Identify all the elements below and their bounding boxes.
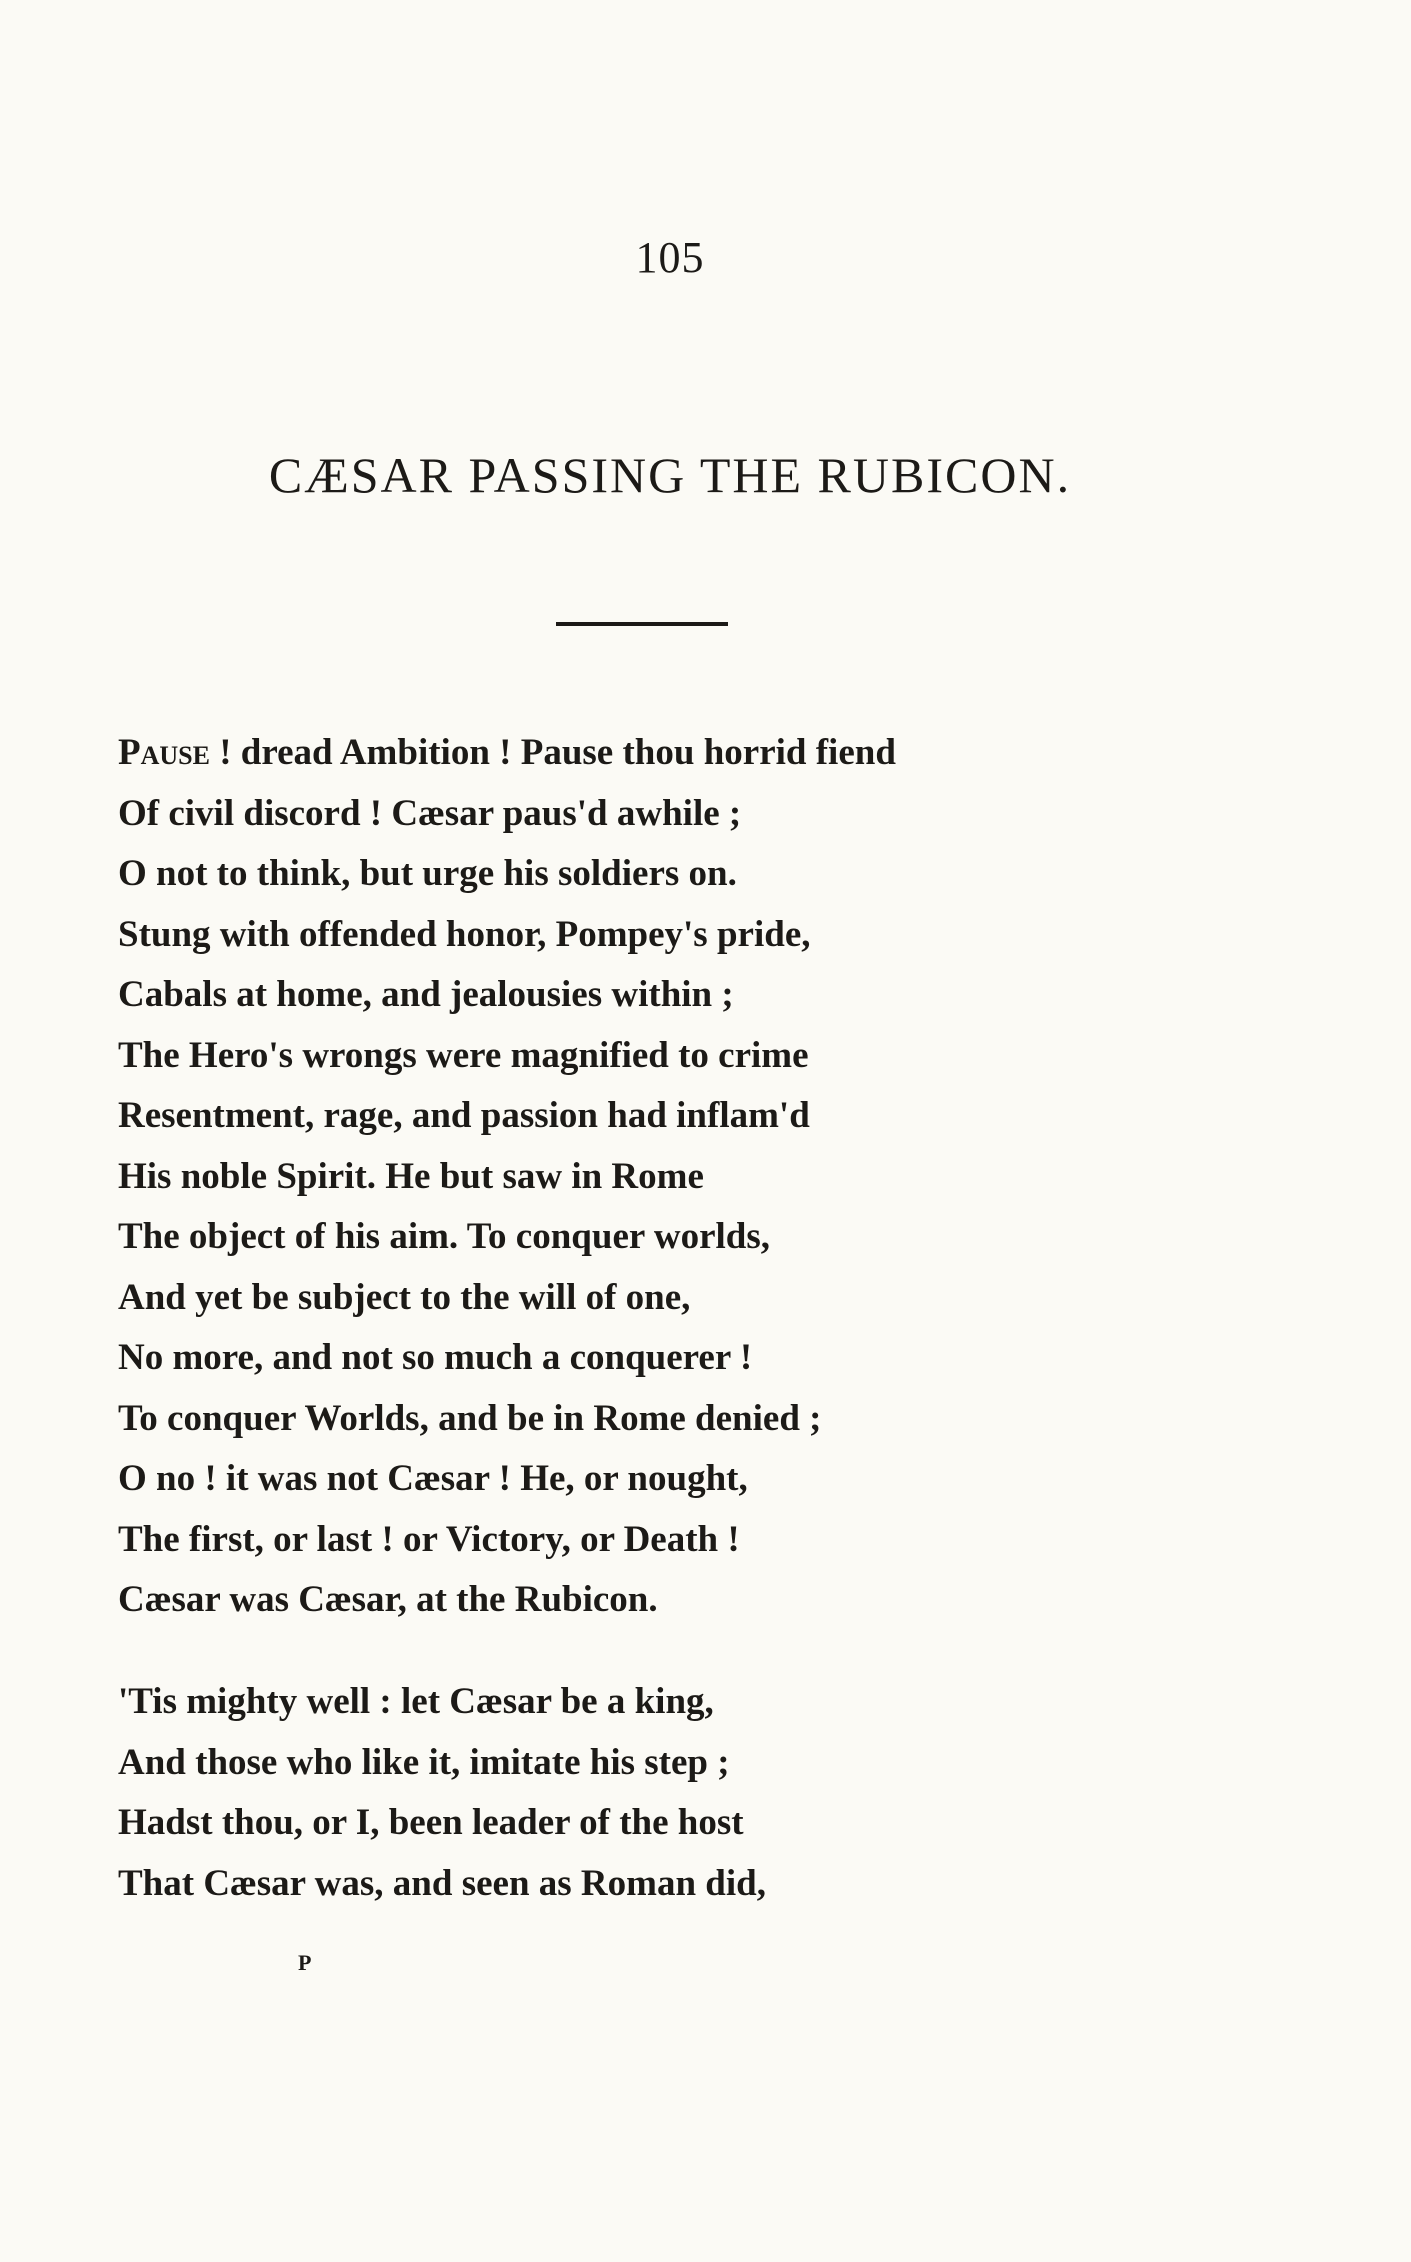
poem-line: Of civil discord ! Cæsar paus'd awhile ; [118, 792, 742, 834]
poem-line-1 [118, 723, 896, 784]
signature-mark: P [298, 1950, 312, 1975]
stanza-2 [118, 1672, 766, 1914]
poem-line: Cabals at home, and jealousies within ; [118, 974, 734, 1015]
poem-line: O not to think, but urge his soldiers on. [118, 853, 737, 894]
poem-line-1-rest: ! dread Ambition ! Pause thou horrid fiend [209, 732, 896, 773]
poem-title: CÆSAR PASSING THE RUBICON. [268, 447, 1072, 503]
poem-line: The first, or last ! or Victory, or Death ! [118, 1518, 740, 1560]
poem-line: Stung with offended honor, Pompey's pride, [118, 913, 811, 955]
poem-line: Resentment, rage, and passion had inflam'd [118, 1095, 810, 1136]
poem-line: Cæsar was Cæsar, at the Rubicon. [118, 1579, 658, 1620]
page-number: 105 [635, 233, 705, 282]
poem-line: That Cæsar was, and seen as Roman did, [118, 1862, 766, 1904]
opening-word: Pause [118, 732, 210, 773]
poem-line: The object of his aim. To conquer worlds, [118, 1216, 771, 1257]
title-divider-rule [556, 622, 728, 626]
poem-line: 'Tis mighty well : let Cæsar be a king, [118, 1681, 714, 1722]
poem-line: The Hero's wrongs were magnified to crime [118, 1034, 809, 1076]
poem-line: His noble Spirit. He but saw in Rome [118, 1155, 704, 1197]
poem-line: No more, and not so much a conquerer ! [118, 1337, 753, 1378]
poem-line: And those who like it, imitate his step ; [118, 1741, 730, 1783]
poem-line: Hadst thou, or I, been leader of the host [118, 1802, 744, 1843]
poem-line: To conquer Worlds, and be in Rome denied ; [118, 1397, 822, 1439]
poem-line: And yet be subject to the will of one, [118, 1276, 691, 1318]
stanza-1 [118, 723, 896, 1631]
poem-line: O no ! it was not Cæsar ! He, or nought, [118, 1458, 748, 1499]
